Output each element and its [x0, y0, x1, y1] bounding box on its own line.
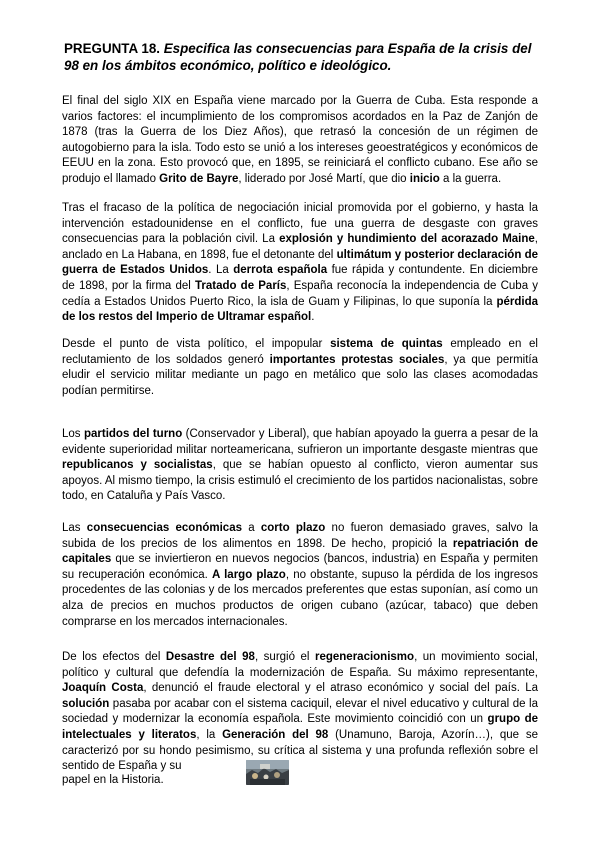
p5-text-1: Las	[62, 522, 87, 534]
p5-bold-4: A largo plazo	[212, 568, 286, 581]
historical-illustration-thumbnail	[246, 760, 289, 785]
p3-bold-1: sistema de quintas	[330, 338, 443, 350]
p4-bold-2: republicanos y socialistas	[62, 459, 213, 472]
p2-text-1: Tras el fracaso de la política de negociación inicial promovida por el gobierno, y hasta la intervención estadounidense en el conflicto, fue una guerra de desgaste con graves consecuencias para la población civil. La	[62, 202, 538, 246]
paragraph-us-intervention	[62, 201, 538, 326]
question-number: PREGUNTA 18.	[64, 41, 160, 56]
p6-bold-2: regeneracionismo	[314, 651, 415, 663]
p6-bold-1: Desastre del 98	[165, 651, 255, 663]
p2-bold-4: Tratado de París	[194, 279, 287, 292]
p2-bold-5: pérdida de los restos del Imperio de Ultramar español	[62, 295, 538, 324]
p5-text-5: , no obstante, supuso la pérdida de los ingresos procedentes de las colonias y de los mercados preferentes que estas suponían, así como un alza de precios en muchos productos de origen cubano (azúcar, tabaco) que deben comprarse en los mercados internacionales.	[62, 568, 539, 628]
p6-text-4: , denunció el fraude electoral y el atraso económico y social del país. La	[143, 682, 539, 695]
p2-bold-2: ultimátum y posterior declaración de guerra de Estados Unidos	[62, 248, 538, 277]
paragraph-political	[62, 337, 538, 399]
p6-bold-4: solución	[62, 697, 110, 710]
question-heading	[64, 40, 544, 74]
p3-text-2: empleado en el reclutamiento de los soldados generó	[62, 338, 538, 366]
p1-text-1: El final del siglo XIX en España viene marcado por la Guerra de Cuba. Esta responde a varios factores: el incumplimiento de los compromisos acordados en la Paz de Zanjón de 1878 (tras la Guerra de los Diez Años), que retrasó la concesión de un régimen de autogobierno para la isla. Todo esto se unió a los intereses geoestratégicos y económicos de EEUU en la zona. Esto provocó que, en 1895, se reiniciará el conflicto cubano. Ese año se produjo el llamado	[62, 95, 538, 185]
p3-bold-2: importantes protestas sociales	[269, 353, 445, 366]
p1-text-3: a la guerra.	[439, 172, 502, 185]
p1-text-2: , liderado por José Martí, que dio	[238, 172, 410, 185]
p5-text-3: no fueron demasiado graves, salvo la subida de los precios de los alimentos en 1898. De hecho, propició la	[62, 522, 538, 550]
paragraph-ideological	[62, 650, 538, 775]
p6-text-1: De los efectos del	[62, 651, 166, 663]
p6-text-3: , un movimiento social, político y cultural que defendía la modernización de España. Su máximo representante,	[62, 651, 539, 679]
p2-text-3: . La	[208, 264, 234, 277]
paragraph-economic	[62, 521, 538, 630]
p2-text-6: .	[311, 311, 315, 324]
closing-line: papel en la Historia.	[62, 774, 164, 786]
p2-bold-1: explosión y hundimiento del acorazado Maine	[279, 233, 535, 246]
p2-text-5: , España reconocía la independencia de Cuba y cedía a Estados Unidos Puerto Rico, la isla de Guam y Filipinas, lo que suponía la	[62, 279, 538, 308]
p2-text-4: fue rápida y contundente. En diciembre de 1898, por la firma del	[62, 264, 538, 292]
question-text: Especifica las consecuencias para España de la crisis del 98 en los ámbitos económico, político e ideológico.	[64, 41, 532, 73]
p6-text-6: , la	[196, 728, 223, 741]
p2-bold-3: derrota española	[233, 264, 328, 277]
p4-text-3: , que se habían opuesto al conflicto, vieron aumentar sus apoyos. Al mismo tiempo, la crisis estimuló el crecimiento de los partidos nacionalistas, sobre todo, en Cataluña y País Vasco.	[62, 459, 539, 503]
p1-bold-1: Grito de Bayre	[159, 172, 239, 185]
paragraph-cuban-war	[62, 94, 538, 188]
p2-text-2: , anclado en La Habana, en 1898, fue el detonante del	[62, 233, 538, 261]
p5-bold-2: corto plazo	[260, 522, 326, 534]
p6-text-5: pasaba por acabar con el sistema caciquil, elevar el nivel educativo y cultural de la sociedad y modernizar la economía española. Este movimiento coincidió con un	[62, 697, 538, 726]
p6-bold-5: grupo de intelectuales y literatos	[62, 713, 538, 741]
p6-text-7: (Unamuno, Baroja, Azorín…), que se caracterizó por su hondo pesimismo, su crítica al sistema y una profunda reflexión sobre el sentido de España y su	[62, 728, 538, 773]
p5-bold-1: consecuencias económicas	[86, 522, 242, 534]
p5-bold-3: repatriación de capitales	[62, 537, 538, 566]
p4-text-2: (Conservador y Liberal), que habían apoyado la guerra a pesar de la evidente superioridad militar norteamericana, sufrieron un importante desgaste mientras que	[62, 428, 538, 456]
p3-text-1: Desde el punto de vista político, el impopular	[62, 338, 331, 350]
p6-bold-6: Generación del 98	[222, 728, 329, 741]
p4-bold-1: partidos del turno	[83, 428, 183, 440]
p5-text-2: a	[241, 522, 261, 534]
p3-text-3: , ya que permitía eludir el servicio militar mediante un pago en metálico que solo las clases acomodadas podían permitirse.	[62, 353, 539, 397]
p4-text-1: Los	[62, 428, 84, 440]
illustration-graphic	[246, 760, 289, 785]
p6-text-2: , surgió el	[254, 651, 315, 663]
paragraph-parties	[62, 427, 538, 505]
p5-text-4: que se inviertieron en nuevos negocios (bancos, industria) en España y permiten su recuperación económica.	[62, 553, 538, 581]
p6-bold-3: Joaquín Costa	[62, 682, 144, 695]
p1-bold-2: inicio	[409, 172, 440, 185]
